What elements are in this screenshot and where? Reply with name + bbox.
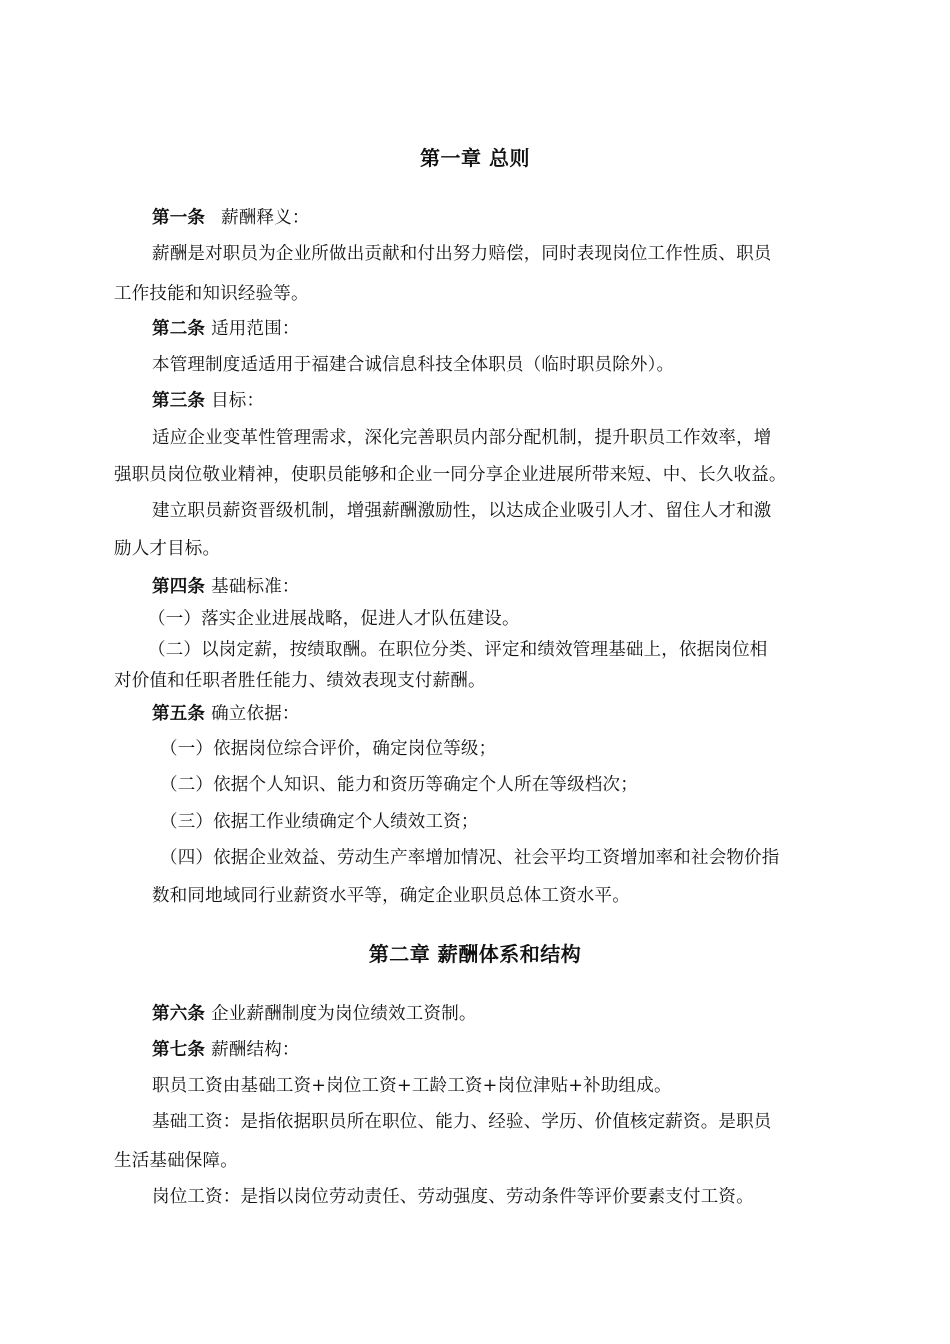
article-3-text-line-1: 适应企业变革性管理需求，深化完善职员内部分配机制，提升职员工作效率，增 [152, 428, 772, 448]
article-1-text-line-2: 工作技能和知识经验等。 [114, 284, 309, 304]
chapter-1-title: 第一章 总则 [420, 146, 530, 170]
chapter-2-title: 第二章 薪酬体系和结构 [368, 942, 582, 966]
article-7-label: 第七条 [152, 1040, 206, 1060]
article-5-item-4-line-2: 数和同地域同行业薪资水平等，确定企业职员总体工资水平。 [152, 886, 630, 906]
article-5-heading [152, 702, 842, 726]
article-3-title: 目标： [211, 391, 265, 411]
article-6-heading [152, 1002, 842, 1026]
article-5-item-4-line-1: （四）依据企业效益、劳动生产率增加情况、社会平均工资增加率和社会物价指 [160, 848, 780, 868]
article-1-title: 薪酬释义： [221, 208, 310, 228]
article-4-item-2-line-1: （二）以岗定薪，按绩取酬。在职位分类、评定和绩效管理基础上，依据岗位相 [148, 640, 768, 660]
article-1-label: 第一条 [152, 208, 206, 228]
article-5-item-3: （三）依据工作业绩确定个人绩效工资； [160, 812, 479, 832]
article-1-heading [152, 206, 842, 230]
article-7-text-line-2: 基础工资：是指依据职员所在职位、能力、经验、学历、价值核定薪资。是职员 [152, 1112, 772, 1132]
article-3-text-line-3: 建立职员薪资晋级机制，增强薪酬激励性，以达成企业吸引人才、留住人才和激 [152, 501, 772, 521]
article-7-heading [152, 1038, 842, 1062]
article-3-label: 第三条 [152, 391, 206, 411]
article-4-item-1: （一）落实企业进展战略，促进人才队伍建设。 [148, 609, 520, 629]
article-1-text-line-1: 薪酬是对职员为企业所做出贡献和付出努力赔偿，同时表现岗位工作性质、职员 [152, 244, 772, 264]
article-3-text-line-2: 强职员岗位敬业精神，使职员能够和企业一同分享企业进展所带来短、中、长久收益。 [114, 465, 787, 485]
article-2-heading [152, 317, 842, 341]
article-3-heading [152, 389, 842, 413]
article-7-text-line-1: 职员工资由基础工资+岗位工资+工龄工资+岗位津贴+补助组成。 [152, 1076, 672, 1096]
article-5-title: 确立依据： [211, 704, 300, 724]
article-4-heading [152, 575, 842, 599]
article-2-text: 本管理制度适适用于福建合诚信息科技全体职员（临时职员除外）。 [152, 355, 675, 375]
article-6-label: 第六条 [152, 1004, 206, 1024]
article-5-item-2: （二）依据个人知识、能力和资历等确定个人所在等级档次； [160, 775, 638, 795]
article-2-label: 第二条 [152, 319, 206, 339]
article-7-title: 薪酬结构： [211, 1040, 300, 1060]
article-6-title: 企业薪酬制度为岗位绩效工资制。 [211, 1004, 477, 1024]
article-4-item-2-line-2: 对价值和任职者胜任能力、绩效表现支付薪酬。 [114, 671, 486, 691]
article-5-label: 第五条 [152, 704, 206, 724]
article-4-title: 基础标准： [211, 577, 300, 597]
article-7-text-line-4: 岗位工资：是指以岗位劳动责任、劳动强度、劳动条件等评价要素支付工资。 [152, 1187, 754, 1207]
article-3-text-line-4: 励人才目标。 [114, 539, 221, 559]
article-5-item-1: （一）依据岗位综合评价，确定岗位等级； [160, 739, 497, 759]
article-7-text-line-3: 生活基础保障。 [114, 1151, 238, 1171]
article-4-label: 第四条 [152, 577, 206, 597]
article-2-title: 适用范围： [211, 319, 300, 339]
